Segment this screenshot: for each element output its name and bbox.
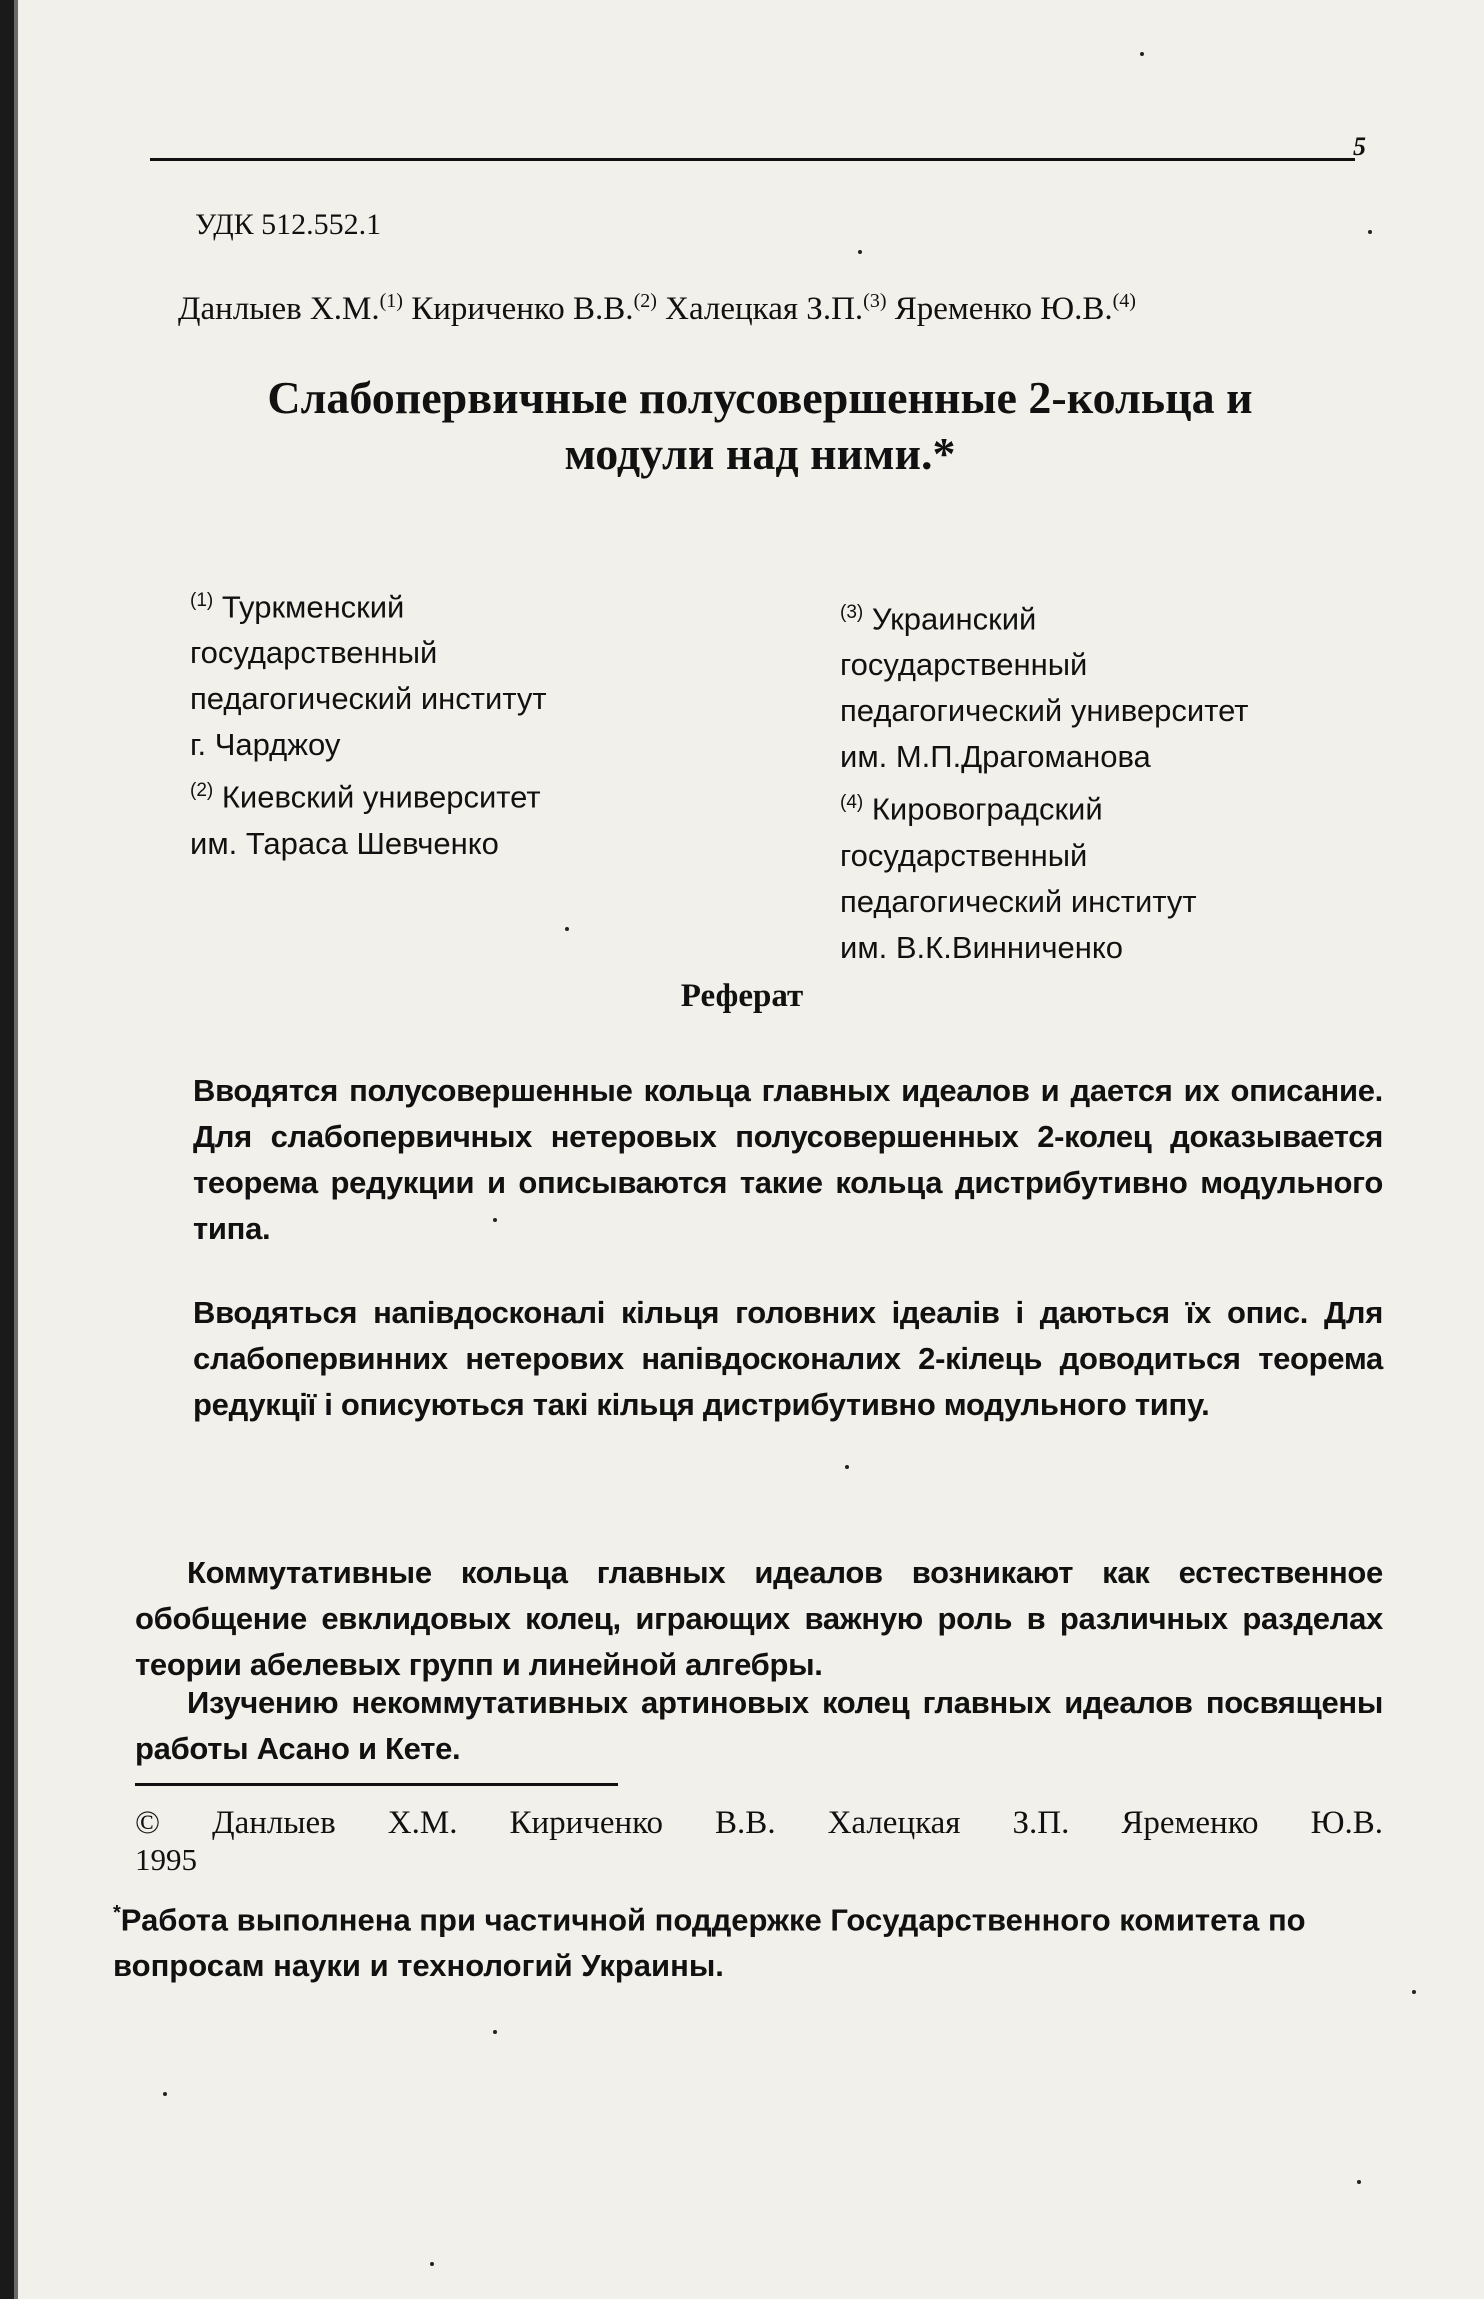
intro-paragraph-2: Изучению некоммутативных артиновых колец главных идеалов посвящены работы Асано и Кете. (135, 1685, 1383, 1766)
affiliation-mark: (1) (190, 590, 214, 611)
scan-speck (845, 1465, 849, 1469)
affiliation-mark: (4) (840, 792, 864, 814)
scan-speck (565, 927, 569, 931)
affiliation-line: государственный (190, 635, 438, 671)
abstract-heading: Реферат (680, 978, 804, 1014)
author-mark: (4) (1112, 290, 1136, 312)
scan-speck (493, 2030, 497, 2034)
abstract-russian: Вводятся полусовершенные кольца главных идеалов и дается их описание. Для слабопервичных нетеровых полусовершенных 2-колец доказывается теорема редукции и описываются такие кольца дистрибутивно модульного типа. (193, 1073, 1383, 1246)
header-rule (150, 158, 1355, 161)
copyright-year: 1995 (135, 1842, 197, 1877)
affiliation-line: г. Чарджоу (190, 727, 341, 763)
scan-speck (858, 250, 862, 254)
affiliation-line: им. М.П.Драгоманова (840, 739, 1151, 775)
intro-paragraph-1: Коммутативные кольца главных идеалов возникают как естественное обобщение евклидовых колец, играющих важную роль в различных разделах теории абелевых групп и линейной алгебры. (135, 1555, 1383, 1682)
scan-speck (493, 1218, 497, 1222)
scan-left-edge (0, 0, 14, 2299)
affiliation-line: государственный (840, 647, 1088, 683)
scan-left-edge-shadow (14, 0, 18, 2299)
affiliation-3 (840, 590, 1360, 780)
affiliation-4 (840, 780, 1360, 970)
affiliation-line: педагогический институт (840, 883, 1197, 919)
author-mark: (3) (863, 290, 887, 312)
scan-speck (1140, 52, 1144, 56)
affiliations-right (840, 590, 1360, 971)
affiliation-1 (190, 578, 660, 768)
footnote-text: Работа выполнена при частичной поддержке Государственного комитета по вопросам науки и технологий Украины. (113, 1902, 1306, 1984)
footnote-rule (135, 1783, 618, 1786)
affiliation-line: Туркменский (221, 589, 405, 625)
author-name: Халецкая З.П. (665, 291, 864, 327)
footnote-mark: * (113, 1902, 121, 1924)
affiliation-mark: (2) (190, 780, 214, 802)
affiliation-line: педагогический институт (190, 681, 547, 717)
udk-code: УДК 512.552.1 (195, 208, 382, 241)
abstract-ukrainian: Вводяться напівдосконалі кільця головних ідеалів і даються їх опис. Для слабопервинних нетерових напівдосконалих 2-кілець доводиться теорема редукції і описуються такі кільця дистрибутивно модульного типу. (193, 1295, 1383, 1422)
author-name: Яременко Ю.В. (894, 291, 1113, 327)
affiliation-line: педагогический университет (840, 693, 1249, 729)
affiliation-mark: (3) (840, 602, 864, 623)
affiliation-line: Украинский (871, 601, 1037, 637)
author-mark: (2) (633, 290, 657, 312)
affiliation-line: им. В.К.Винниченко (840, 929, 1124, 965)
affiliations-left (190, 578, 660, 867)
affiliation-line: Кировоградский (871, 791, 1103, 827)
scan-speck (430, 2262, 434, 2266)
affiliation-2 (190, 768, 660, 866)
author-name: Кириченко В.В. (411, 291, 634, 327)
affiliation-line: им. Тараса Шевченко (190, 825, 499, 861)
scan-speck (1412, 1990, 1416, 1994)
affiliation-line: государственный (840, 837, 1088, 873)
scan-speck (1368, 230, 1372, 234)
copyright-line: © Данлыев Х.М. Кириченко В.В. Халецкая З.П. Яременко Ю.В. (135, 1805, 1383, 1841)
paper-title (150, 370, 1370, 482)
title-line-2: модули над ними.* (564, 428, 956, 479)
title-line-1: Слабопервичные полусовершенные 2-кольца и (267, 372, 1253, 423)
funding-footnote (113, 1890, 1383, 1989)
scan-speck (163, 2092, 167, 2096)
author-mark: (1) (379, 290, 403, 312)
author-name: Данлыев Х.М. (178, 291, 380, 327)
affiliation-line: Киевский университет (221, 779, 541, 815)
scan-speck (1357, 2180, 1361, 2184)
page-number: 5 (1353, 132, 1366, 161)
author-list (178, 290, 1378, 328)
